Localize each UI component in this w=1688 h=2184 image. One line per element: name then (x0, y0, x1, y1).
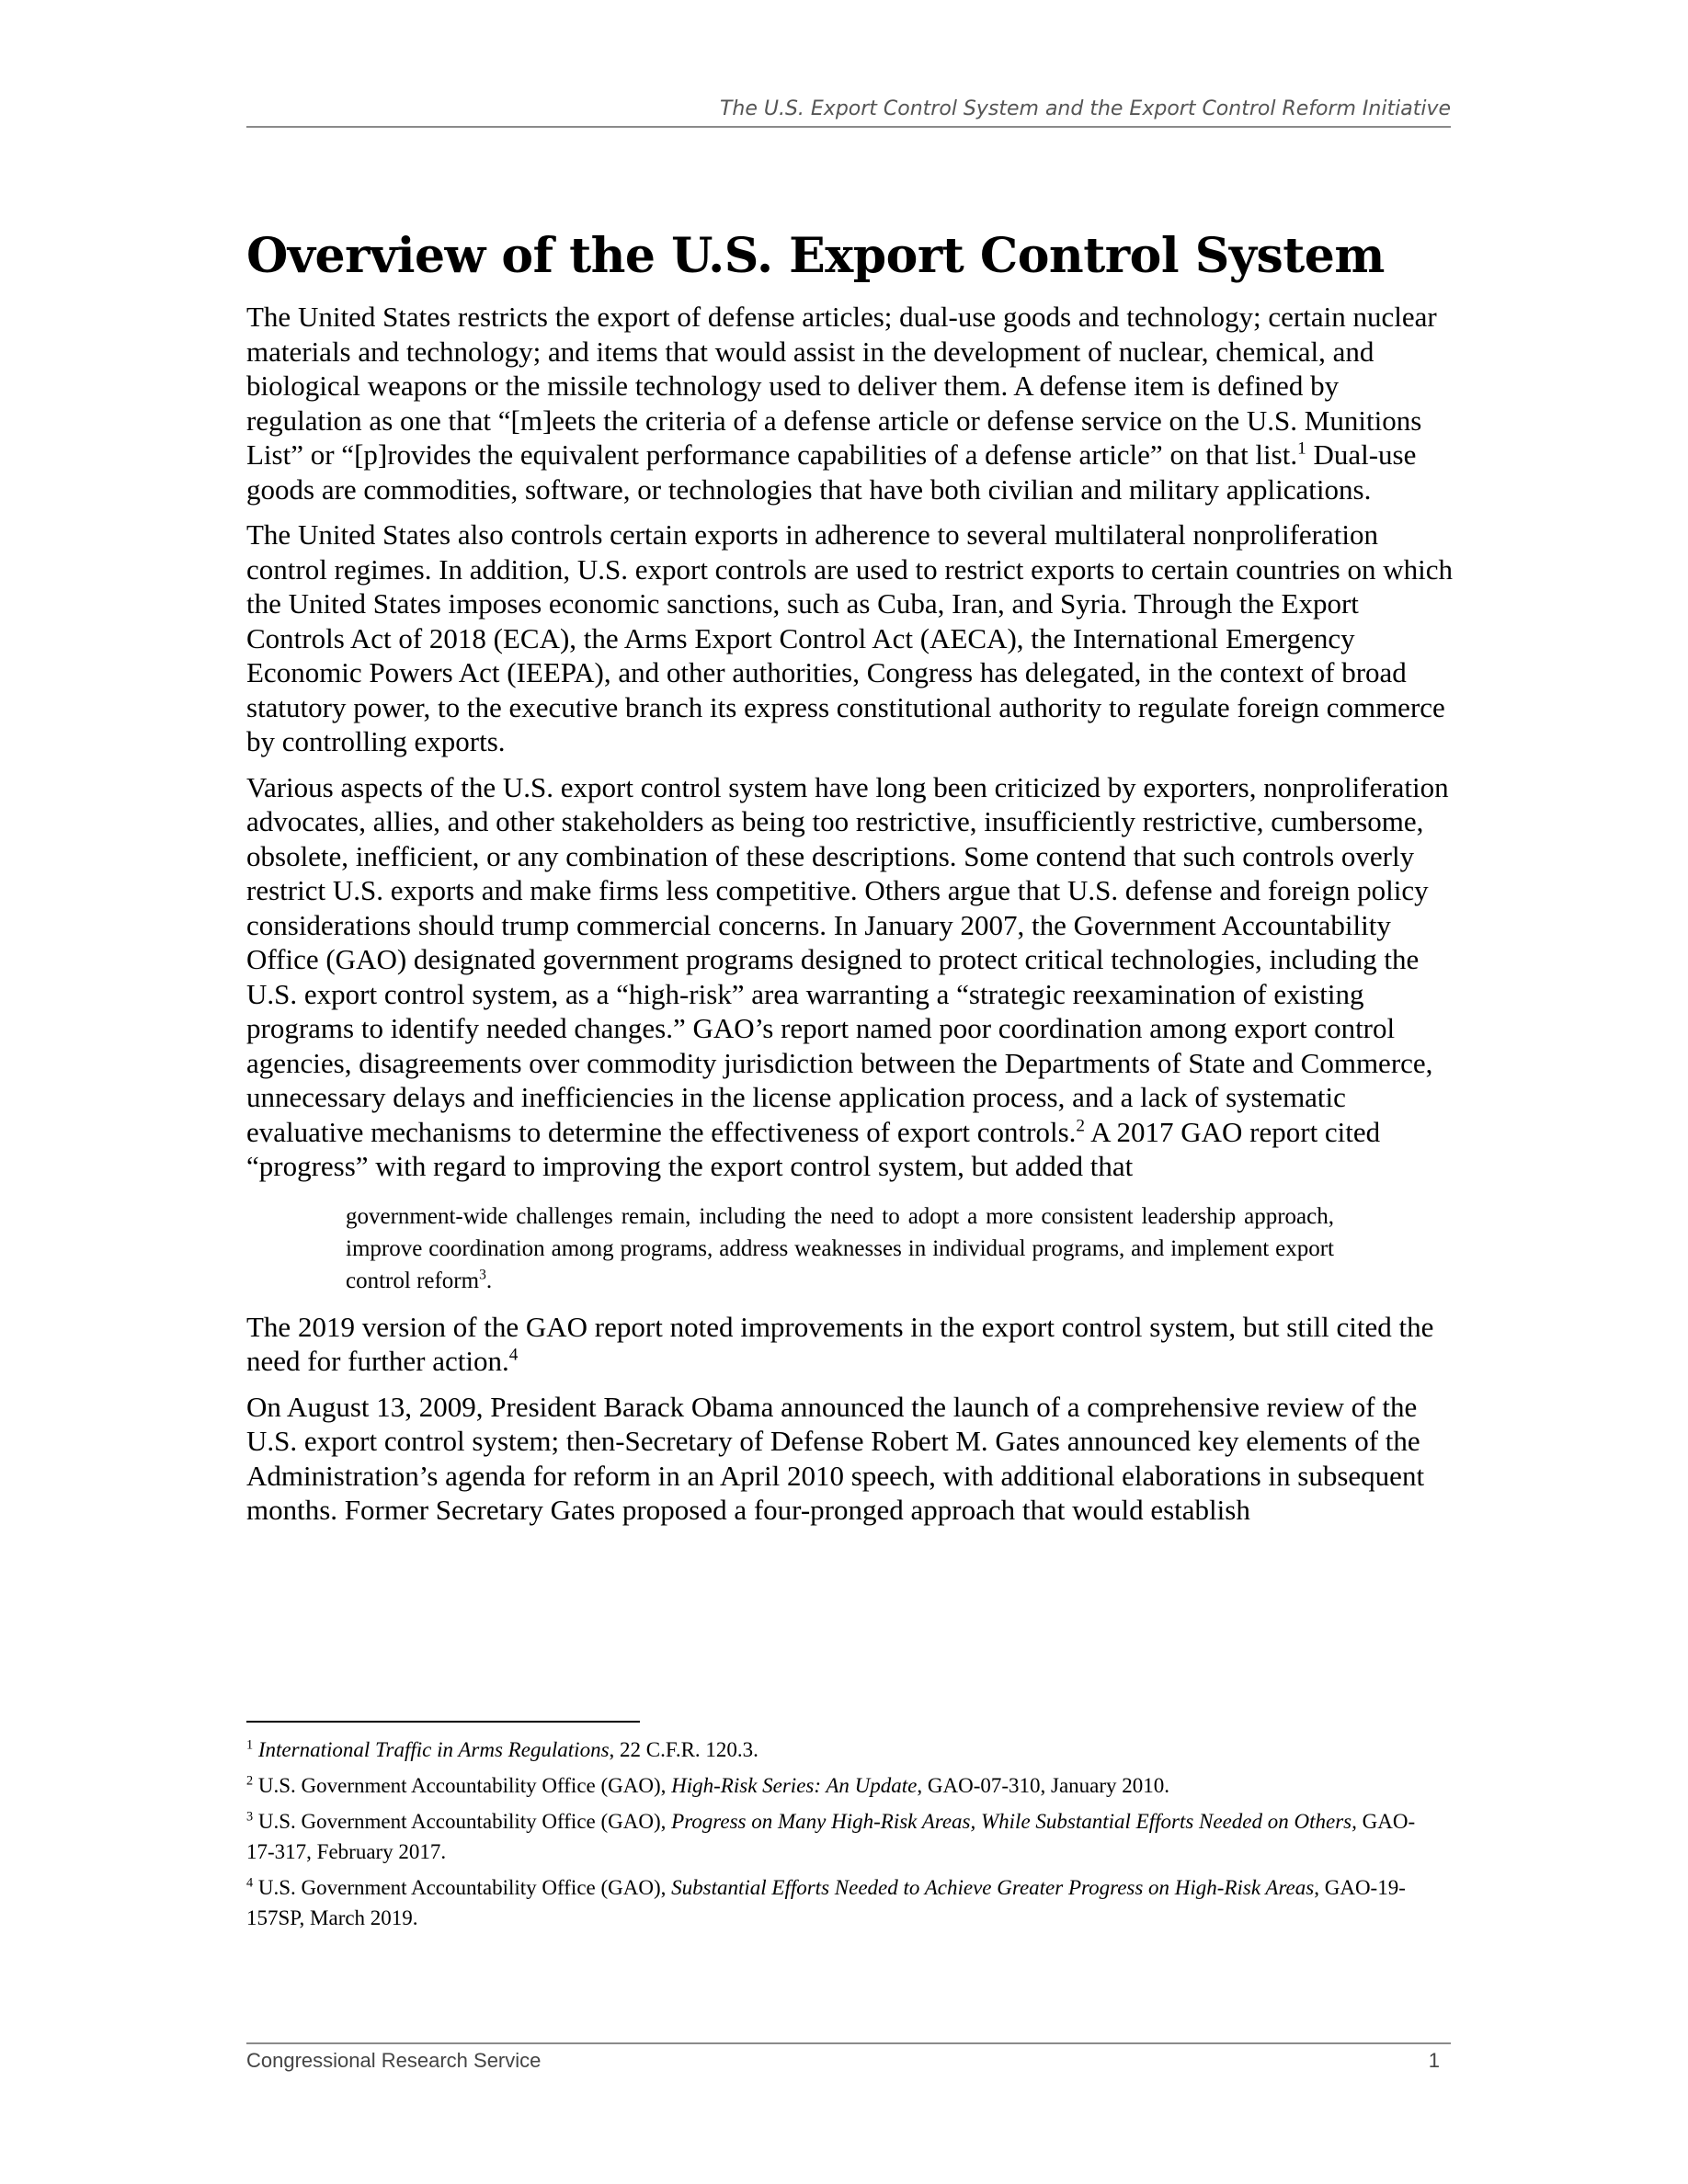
footnote-ref-3[interactable]: 3 (479, 1267, 486, 1283)
paragraph-2: The United States also controls certain exports in adherence to several multilateral nonproliferation control regimes. In addition, U.S. export controls are used to restrict exports to certain countries on which the United States imposes economic sanctions, such as Cuba, Iran, and Syria. Through the Export Controls Act of 2018 (ECA), the Arms Export Control Act (AECA), the International Emergency Economic Powers Act (IEEPA), and other authorities, Congress has delegated, in the context of broad statutory power, to the executive branch its express constitutional authority to regulate foreign commerce by controlling exports. (246, 518, 1453, 757)
footnote-title: Substantial Efforts Needed to Achieve Greater Progress on High-Risk Areas (671, 1876, 1315, 1899)
block-quote-text: government-wide challenges remain, including the need to adopt a more consistent leadership approach, improve coordination among programs, address weaknesses in individual programs, and implement export control reform (346, 1203, 1334, 1293)
footnote-text: , GAO-07-310, January 2010. (917, 1774, 1170, 1797)
footnote-ref-2[interactable]: 2 (1076, 1116, 1086, 1136)
footnote-number: 2 (246, 1773, 254, 1789)
paragraph-5: On August 13, 2009, President Barack Obama announced the launch of a comprehensive review of the U.S. export control system; then-Secretary of Defense Robert M. Gates announced key elements of the Administration’s agenda for reform in an April 2010 speech, with additional elaborations in subsequent months. Former Secretary Gates proposed a four-pronged approach that would establish (246, 1390, 1425, 1526)
footnote-text: U.S. Government Accountability Office (GAO), (257, 1876, 672, 1899)
page-title: Overview of the U.S. Export Control System (246, 228, 1385, 284)
block-quote (346, 1200, 1334, 1297)
footnote-number: 1 (246, 1737, 254, 1753)
block-quote-end: . (485, 1268, 493, 1293)
footnote-title: Progress on Many High-Risk Areas, While Substantial Efforts Needed on Others, (671, 1810, 1357, 1833)
footnotes (246, 1735, 1432, 1939)
footnote-title: International Traffic in Arms Regulations (257, 1738, 610, 1761)
paragraph-4-text: The 2019 version of the GAO report noted improvements in the export control system, but still cited the need for further action. (246, 1310, 1434, 1377)
footnote-ref-1[interactable]: 1 (1297, 438, 1306, 459)
footnote-3 (246, 1806, 1432, 1867)
footnote-text: , 22 C.F.R. 120.3. (609, 1738, 758, 1761)
footnote-4 (246, 1872, 1432, 1933)
footnote-ref-4[interactable]: 4 (508, 1345, 519, 1365)
footer-source: Congressional Research Service (246, 2049, 542, 2072)
running-header: The U.S. Export Control System and the Export Control Reform Initiative (246, 97, 1451, 128)
page-number: 1 (1428, 2049, 1440, 2072)
footnote-title: High-Risk Series: An Update (671, 1774, 918, 1797)
footnote-number: 4 (246, 1875, 254, 1891)
paragraph-1 (246, 300, 1460, 506)
footnote-text: U.S. Government Accountability Office (GAO), (257, 1810, 672, 1833)
document-body (246, 300, 1460, 1539)
paragraph-1-text: The United States restricts the export of defense articles; dual-use goods and technology; certain nuclear materials and technology; and items that would assist in the development of nuclear, chemical, and biological weapons or the missile technology used to deliver them. A defense item is defined by regulation as one that “[m]eets the criteria of a defense article or defense service on the U.S. Munitions List” or “[p]rovides the equivalent performance capabilities of a defense article” on that list. (246, 301, 1437, 471)
footnote-1 (246, 1735, 1432, 1765)
paragraph-3-text: Various aspects of the U.S. export control system have long been criticized by exporters, nonproliferation advocates, allies, and other stakeholders as being too restrictive, insufficiently restrictive, cumbersome, obsolete, inefficient, or any combination of these descriptions. Some contend that such controls overly restrict U.S. exports and make firms less competitive. Others argue that U.S. defense and foreign policy considerations should trump commercial concerns. In January 2007, the Government Accountability Office (GAO) designated government programs designed to protect critical technologies, including the U.S. export control system, as a “high-risk” area warranting a “strategic reexamination of existing programs to identify needed changes.” GAO’s report named poor coordination among export control agencies, disagreements over commodity jurisdiction between the Departments of State and Commerce, unnecessary delays and inefficiencies in the license application process, and a lack of systematic evaluative mechanisms to determine the effectiveness of export controls. (246, 770, 1449, 1148)
footnote-divider (246, 1721, 640, 1723)
footnote-2 (246, 1770, 1432, 1801)
footnote-text: , GAO-19-157SP, March 2019. (246, 1876, 1406, 1929)
footnote-number: 3 (246, 1809, 254, 1825)
paragraph-4 (246, 1310, 1460, 1379)
footer-divider (246, 2042, 1451, 2044)
paragraph-3 (246, 770, 1460, 1184)
paragraph-3-text-cont: A 2017 GAO report cited “progress” with regard to improving the export control system, but added that (246, 1115, 1381, 1182)
paragraph-1-text-cont: Dual-use goods are commodities, software, or technologies that have both civilian and military applications. (246, 438, 1417, 506)
footnote-text: GAO-17-317, February 2017. (246, 1810, 1416, 1863)
footnote-text: U.S. Government Accountability Office (GAO), (257, 1774, 672, 1797)
